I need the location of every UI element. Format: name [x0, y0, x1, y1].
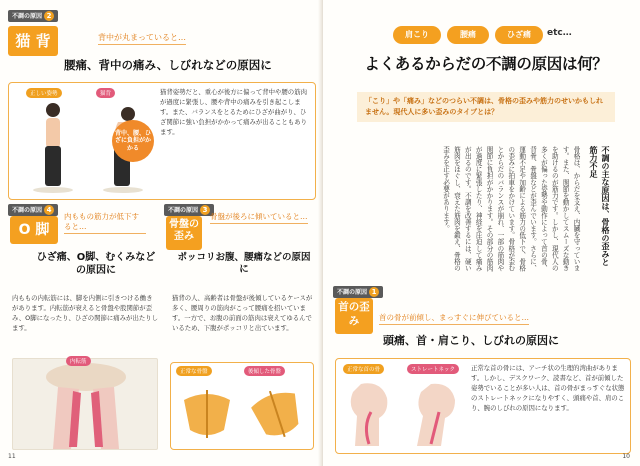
chip-tilted-pelvis: 後傾した骨盤 [244, 366, 285, 376]
callout-burden: 背中、腰、ひざに負担がかかる [112, 120, 154, 162]
section-headline: ポッコリお腹、腰痛などの原因に [177, 252, 311, 275]
section-title: 猫 背 [8, 26, 58, 56]
section-title: O 脚 [10, 216, 58, 244]
pill-back-pain: 腰痛 [447, 26, 489, 44]
chip-correct-posture: 正しい姿勢 [26, 88, 62, 98]
cause-number: 4 [44, 205, 54, 215]
section-headline: 腰痛、背中の痛み、しびれなどの原因に [64, 58, 272, 72]
section-body: 猫背の人、高齢者は骨盤が後傾しているケースが多く、腰周りの筋肉がこって腰痛を招いています。一方で、お腹の前面の筋肉は衰えてゆるんでいるため、下腹がポッコリと出ています。 [172, 294, 313, 332]
cause-tag: 不調の原因 3 [164, 204, 214, 216]
chip-straight-neck: ストレートネック [407, 364, 459, 374]
right-page [322, 0, 640, 466]
chip-normal-pelvis: 正常な骨盤 [176, 366, 212, 376]
section-bubble: 内ももの筋力が低下すると… [64, 212, 146, 234]
pill-stiff-shoulders: 肩こり [393, 26, 441, 44]
chip-cat-back: 猫背 [96, 88, 115, 98]
figure-normal-neck [341, 376, 401, 450]
figure-normal-pelvis [174, 380, 240, 446]
section-bubble: 骨盤が後ろに傾いていると… [210, 212, 308, 224]
illustration-adductor [12, 358, 158, 450]
cause-number: 1 [369, 287, 379, 297]
cause-tag: 不調の原因 4 [8, 204, 58, 216]
section-title: 首の歪み [335, 298, 373, 334]
etc-text: etc… [547, 28, 572, 38]
cause-tag: 不調の原因 2 [8, 10, 58, 22]
vertical-body: 骨格は、からだを支え、内臓を守っています。また、関節を動かしてスムーズな動きを助けるのが筋力です。しかし、現代人の多くが偏った姿勢や動作によって首の骨、背骨、骨盤などが歪んでいます。さらに、運動不足や加齢による筋力の低下で、骨格の歪みに拍車をかけています。骨格が歪むとからだのバランスが崩れ、一部の筋肉や関節に負担がかかります。その部分の筋肉が過度に緊張したり、神経を圧迫して痛みが出るのです。不調を改善するには、硬い筋肉をほぐし、衰えた筋肉を鍛え、骨格の歪みを正す必要があります。 [441, 146, 580, 272]
page-number: 11 [8, 453, 16, 460]
section-headline: 頭痛、首・肩こり、しびれの原因に [383, 334, 559, 347]
figure-tilted-pelvis [244, 380, 310, 446]
figure-correct-posture [18, 98, 88, 194]
section-title: 骨盤の歪み [166, 216, 202, 250]
chip-adductor: 内転筋 [66, 356, 91, 366]
pill-knee-pain: ひざ痛 [495, 26, 543, 44]
cause-number: 3 [200, 205, 210, 215]
section-headline: ひざ痛、O脚、むくみなどの原因に [36, 252, 156, 276]
section-bubble: 背中が丸まっていると… [98, 32, 186, 45]
cause-tag: 不調の原因 1 [333, 286, 383, 298]
cause-number: 2 [44, 11, 54, 21]
section-body: 正常な首の骨には、アーチ状の生理的湾曲があります。しかし、デスクワーク、読書など、首が前傾した姿勢でいることが多い人は、首の骨がまっすぐな状態のストレートネックになりやすく、頭痛や首、肩のこり、腕のしびれの原因になります。 [471, 364, 625, 412]
section-body: 猫背姿勢だと、重心が後方に偏って背中や腰の筋肉が過度に緊張し、腰や背中の痛みを引き起こします。また、バランスをとるためにひざが曲がり、ひざ関節に強い負担がかかって痛みが出ることもあります。 [160, 88, 307, 136]
vertical-title: 不調の主な原因は、骨格の歪みと筋力不足 [589, 146, 610, 266]
page-title: よくあるからだの不調の原因は何？ [364, 55, 608, 73]
intro-box: 「こり」や「痛み」などのつらい不調は、骨格の歪みや筋力のせいかもしれません。現代人に多い歪みのタイプとは？ [357, 92, 615, 122]
chip-normal-neck: 正常な首の骨 [343, 364, 384, 374]
section-bubble: 首の骨が前傾し、まっすぐに伸びていると… [379, 312, 529, 325]
figure-straight-neck [405, 376, 465, 450]
page-number: 10 [622, 453, 630, 460]
section-body: 内ももの内転筋には、脚を内側に引きつける働きがあります。内転筋が衰えると骨盤や股関節が歪み、O脚になったり、ひざの関節に痛みが出たりします。 [12, 294, 159, 332]
